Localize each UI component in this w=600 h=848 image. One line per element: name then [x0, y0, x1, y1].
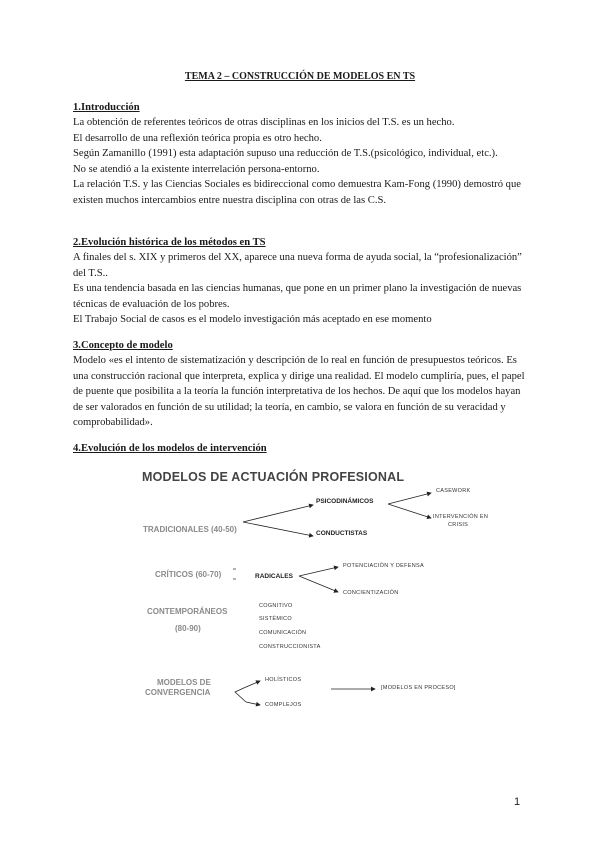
section-heading: 1.Introducción: [73, 102, 140, 113]
node-en-proceso: [MODELOS EN PROCESO]: [381, 685, 456, 691]
node-intervencion-crisis-2: CRISIS: [448, 522, 469, 528]
section-heading: 3.Concepto de modelo: [73, 340, 173, 351]
paragraph: Modelo «es el intento de sistematización y descripción de lo real en función de presupuestos teóricos. Es una construcción racional que interpreta, explica y dirige una realidad. El modelo cumpliría, pues, el papel de puente que posibilita a la teoría la función interpretativa de los hechos. De aquí que los modelos hayan de ser valorados en función de su utilidad; la teoría, en cambio, se valora en función de su veracidad y comprobabilidad».: [73, 355, 525, 428]
node-casework: CASEWORK: [436, 488, 471, 494]
paragraph: La relación T.S. y las Ciencias Sociales es bidireccional como demuestra Kam-Fong (1990) demostró que existen muchos intercambios entre nuestra disciplina con otras de las C.S.: [73, 179, 521, 206]
paragraph: No se atendió a la existente interrelación persona-entorno.: [73, 163, 320, 175]
section-concepto-modelo: [73, 338, 533, 431]
category-convergencia-2: CONVERGENCIA: [145, 688, 211, 697]
node-holisticos: HOLÍSTICOS: [265, 677, 302, 683]
paragraph: Según Zamanillo (1991) esta adaptación supuso una reducción de T.S.(psicológico, individual, etc.).: [73, 148, 498, 159]
node-complejos: COMPLEJOS: [265, 702, 302, 708]
paragraph: Es una tendencia basada en las ciencias humanas, que pone en un primer plano la investigación de nuevas técnicas de evaluación de los pobres.: [73, 283, 522, 310]
section-evolucion-modelos: [73, 441, 533, 456]
section-heading: 2.Evolución histórica de los métodos en TS: [73, 237, 266, 248]
paragraph: A finales del s. XIX y primeros del XX, aparece una nueva forma de ayuda social, la “profesionalización” del T.S..: [73, 252, 522, 279]
node-radicales: RADICALES: [255, 573, 293, 580]
node-comunicacion: COMUNICACIÓN: [259, 630, 307, 636]
node-concientizacion: CONCIENTIZACIÓN: [343, 590, 399, 596]
section-introduccion: [73, 100, 533, 208]
paragraph: El desarrollo de una reflexión teórica propia es otro hecho.: [73, 132, 322, 144]
node-construccionista: CONSTRUCCIONISTA: [259, 644, 321, 650]
document-title: TEMA 2 – CONSTRUCCIÓN DE MODELOS EN TS: [184, 71, 416, 82]
category-contemporaneos: CONTEMPORÁNEOS: [147, 607, 228, 616]
page-number: 1: [514, 796, 521, 808]
category-tradicionales: TRADICIONALES (40-50): [143, 525, 237, 534]
section-evolucion-historica: [73, 235, 533, 328]
node-psicodinamicos: PSICODINÁMICOS: [316, 498, 374, 505]
node-cognitivo: COGNITIVO: [259, 603, 293, 609]
category-contemporaneos-years: (80-90): [175, 624, 201, 633]
paragraph: La obtención de referentes teóricos de otras disciplinas en los inicios del T.S. es un hecho.: [73, 117, 455, 128]
category-criticos: CRÍTICOS (60-70): [155, 570, 222, 579]
node-conductistas: CONDUCTISTAS: [316, 530, 368, 537]
diagram-title: MODELOS DE ACTUACIÓN PROFESIONAL: [142, 470, 405, 484]
node-potenciacion: POTENCIACIÓN Y DEFENSA: [343, 563, 424, 569]
models-diagram: [135, 462, 510, 720]
node-intervencion-crisis: INTERVENCIÓN EN: [433, 514, 489, 520]
node-sistemico: SISTÉMICO: [259, 616, 292, 622]
section-heading: 4.Evolución de los modelos de intervención: [73, 443, 267, 454]
paragraph: El Trabajo Social de casos es el modelo investigación más aceptado en ese momento: [73, 314, 432, 325]
category-convergencia: MODELOS DE: [157, 678, 211, 687]
